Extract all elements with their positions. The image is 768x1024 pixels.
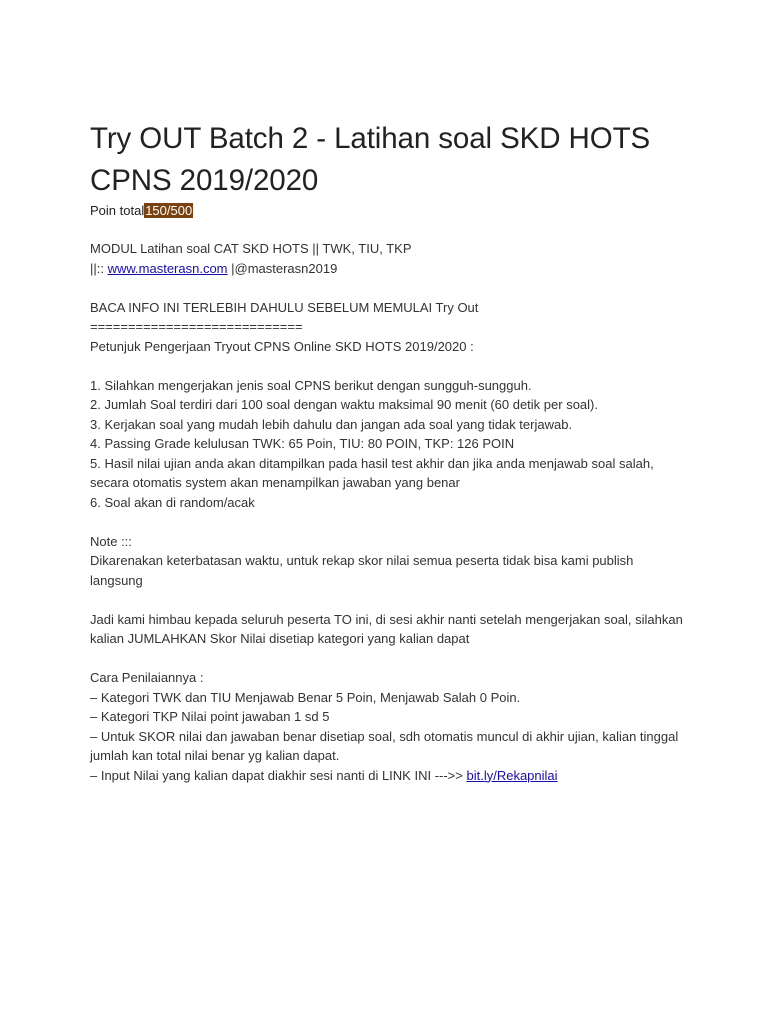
document-body [90, 219, 688, 785]
module-line-2 [90, 259, 688, 279]
points-row [90, 202, 688, 219]
module-line-2-suffix: |@masterasn2019 [227, 260, 338, 276]
instruction-item: 4. Passing Grade kelulusan TWK: 65 Poin, TIU: 80 POIN, TKP: 126 POIN [90, 436, 515, 451]
note-text: Dikarenakan keterbatasan waktu, untuk rekap skor nilai semua peserta tidak bisa kami publish langsung [90, 553, 634, 588]
info-heading: BACA INFO INI TERLEBIH DAHULU SEBELUM MEMULAI Try Out [90, 299, 479, 315]
instruction-item: 1. Silahkan mengerjakan jenis soal CPNS berikut dengan sungguh-sungguh. [90, 377, 532, 393]
scoring-item: – Kategori TKP Nilai point jawaban 1 sd 5 [90, 709, 330, 724]
points-label: Poin total [90, 203, 145, 218]
module-line-1: MODUL Latihan soal CAT SKD HOTS || TWK, TIU, TKP [90, 241, 412, 256]
instruction-item: 3. Kerjakan soal yang mudah lebih dahulu dan jangan ada soal yang tidak terjawab. [90, 416, 573, 432]
input-line-prefix: – Input Nilai yang kalian dapat diakhir sesi nanti di LINK INI --->> [90, 767, 467, 783]
instruction-item: 5. Hasil nilai ujian anda akan ditampilkan pada hasil test akhir dan jika anda menjawab soal salah, secara otomatis system akan menampilkan jawaban yang benar [90, 455, 654, 490]
scoring-heading: Cara Penilaiannya : [90, 670, 204, 685]
separator-line: ============================ [90, 319, 303, 334]
scoring-item: – Untuk SKOR nilai dan jawaban benar disetiap soal, sdh otomatis muncul di akhir ujian, kalian tinggal jumlah kan total nilai benar yg kalian dapat. [90, 728, 679, 763]
input-line [90, 766, 688, 786]
points-badge: 150/500 [145, 203, 193, 218]
scoring-item: – Kategori TWK dan TIU Menjawab Benar 5 Poin, Menjawab Salah 0 Poin. [90, 689, 521, 705]
instruction-item: 6. Soal akan di random/acak [90, 494, 255, 510]
appeal-text: Jadi kami himbau kepada seluruh peserta TO ini, di sesi akhir nanti setelah mengerjakan soal, silahkan kalian JUMLAHKAN Skor Nilai disetiap kategori yang kalian dapat [90, 611, 683, 646]
rekapnilai-link[interactable]: bit.ly/Rekapnilai [466, 767, 558, 783]
instruction-item: 2. Jumlah Soal terdiri dari 100 soal dengan waktu maksimal 90 menit (60 detik per soal). [90, 397, 598, 412]
note-heading: Note ::: [90, 533, 132, 549]
page-title: Try OUT Batch 2 - Latihan soal SKD HOTS CPNS 2019/2020 [90, 122, 651, 197]
masterasn-link[interactable]: www.masterasn.com [107, 260, 228, 276]
module-line-2-prefix: ||:: [90, 260, 108, 276]
instructions-heading: Petunjuk Pengerjaan Tryout CPNS Online SKD HOTS 2019/2020 : [90, 338, 474, 354]
